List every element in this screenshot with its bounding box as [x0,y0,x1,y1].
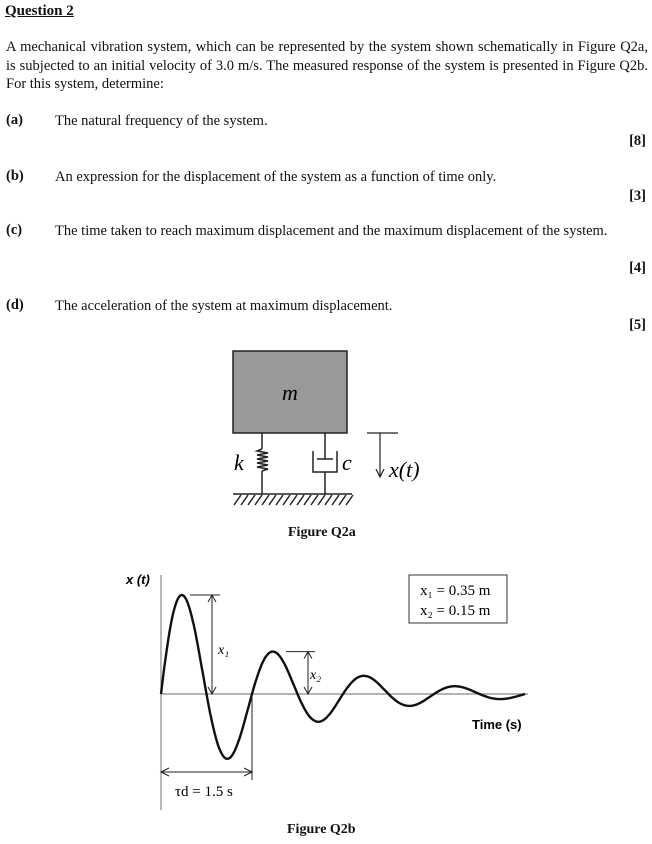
part-d-text: The acceleration of the system at maximum displacement. [55,298,393,314]
mass-label: m [282,380,298,405]
legend-x1: x₁ = 0.35 m [420,583,491,599]
question-intro: A mechanical vibration system, which can be represented by the system shown schematically in Figure Q2a, is subjected to an initial velocity of 3.0 m/s. The measured response of the system is presented in Figure Q2b. For this system, determine: [6,39,648,92]
displacement-label: x(t) [389,457,420,482]
figure-q2b-caption: Figure Q2b [287,822,356,837]
dimension-arrows [161,595,315,780]
part-d-label: (d) [6,297,24,313]
part-d-marks: [5] [629,317,646,333]
part-b-text: An expression for the displacement of the system as a function of time only. [55,169,497,185]
legend-x2: x₂ = 0.15 m [420,603,491,619]
part-a-text: The natural frequency of the system. [55,113,268,129]
part-a-label: (a) [6,112,23,128]
y-axis-label: x (t) [126,572,150,587]
figure-q2a-caption: Figure Q2a [288,525,356,540]
part-a-marks: [8] [629,133,646,149]
x-axis-label: Time (s) [472,717,522,732]
part-b-label: (b) [6,168,24,184]
part-c-marks: [4] [629,260,646,276]
part-b-marks: [3] [629,188,646,204]
part-c-text: The time taken to reach maximum displacement and the maximum displacement of the system. [55,223,608,239]
spring-label: k [234,450,244,475]
question-title: Question 2 [5,3,74,19]
period-label: τd = 1.5 s [175,784,233,800]
x1-label: x₁ [218,643,230,658]
x2-label: x₂ [310,668,322,683]
damper-label: c [342,450,352,475]
part-c-label: (c) [6,222,23,238]
